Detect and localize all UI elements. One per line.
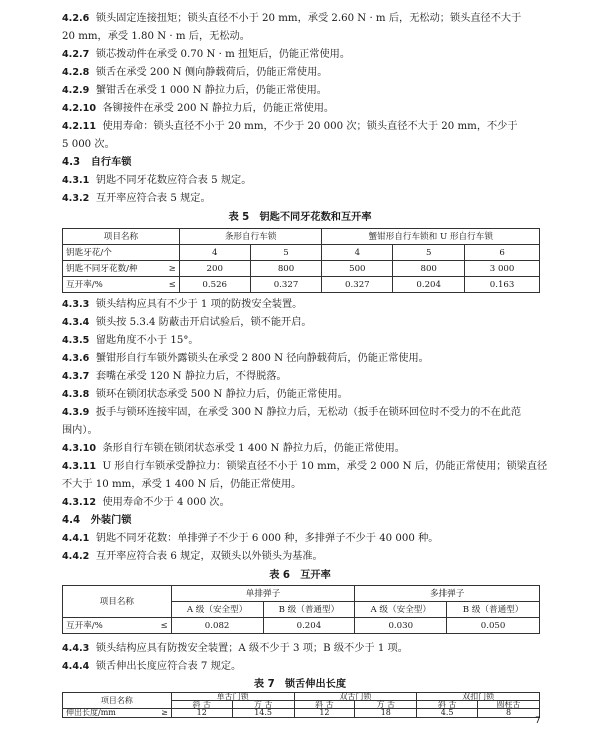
clause-number: 4.4.4 (62, 661, 90, 672)
clause-text: 套嘴在承受 120 N 静拉力后，不得脱落。 (95, 371, 287, 382)
clause-number: 4.3.4 (62, 317, 90, 328)
comparison-sign: ≥ (160, 261, 179, 277)
clause-4-4-2 (62, 550, 562, 563)
table-7 (62, 692, 540, 718)
table-cell: 0.204 (393, 277, 465, 293)
clause-text: 锁头固定连接扭矩；锁头直径不小于 20 mm，承受 2.60 N · m 后，无松动；锁头直径不大于 (95, 13, 522, 24)
clause-4-3-7 (62, 370, 562, 383)
clause-number: 4.3.8 (62, 389, 90, 400)
clause-text: 锁环在锁闭状态承受 500 N 静拉力后，仍能正常使用。 (95, 389, 348, 400)
table-header-group: 双舌门锁 (294, 693, 417, 701)
clause-4-3-9 (62, 406, 562, 419)
clause-text: 钥匙不同牙花数应符合表 5 规定。 (95, 175, 252, 186)
table-header-group: 多排弹子 (355, 586, 540, 602)
clause-continuation: 5 000 次。 (62, 139, 115, 150)
clause-4-3-4 (62, 316, 562, 329)
clause-text: 留匙角度不小于 15°。 (95, 335, 199, 346)
table-header-item: 项目名称 (63, 229, 180, 245)
table-cell: 800 (393, 261, 465, 277)
section-heading-4-4 (62, 514, 131, 527)
clause-number: 4.2.10 (62, 103, 96, 114)
table-row (63, 277, 540, 293)
table-subheader: 斜 舌 (171, 701, 232, 709)
table-cell: 0.082 (171, 618, 263, 634)
table-subheader: 圆柱舌 (478, 701, 540, 709)
clause-number: 4.4.2 (62, 551, 90, 562)
clause-number: 4.3.9 (62, 407, 90, 418)
table-cell: 0.526 (179, 277, 250, 293)
table-cell: 4 (322, 245, 393, 261)
clause-4-3-12 (62, 496, 562, 509)
clause-text: 蟹钳形自行车锁外露锁头在承受 2 800 N 径向静载荷后，仍能正常使用。 (95, 353, 429, 364)
clause-number: 4.3.11 (62, 461, 96, 472)
table-cell: 200 (179, 261, 250, 277)
clause-number: 4.3.2 (62, 193, 90, 204)
clause-text: 锁头结构应具有防拨安全装置；A 级不少于 3 项；B 级不少于 1 项。 (95, 643, 408, 654)
clause-text: 各铆接件在承受 200 N 静拉力后，仍能正常使用。 (102, 103, 335, 114)
table-header-group: 单排弹子 (171, 586, 355, 602)
table-subheader: 斜 舌 (294, 701, 355, 709)
table-7-caption: 表 7 锁舌伸出长度 (253, 679, 347, 690)
clause-4-3-6 (62, 352, 562, 365)
clause-text: 锁头结构应具有不少于 1 项的防拨安全装置。 (95, 299, 303, 310)
clause-text: 锁舌伸出长度应符合表 7 规定。 (95, 661, 242, 672)
clause-4-3-5 (62, 334, 562, 347)
table-cell: 0.327 (322, 277, 393, 293)
row-label: 钥匙牙花/个 (63, 245, 180, 261)
clause-number: 4.3.12 (62, 497, 96, 508)
table-row (63, 245, 540, 261)
clause-text: 条形自行车锁在锁闭状态承受 1 400 N 静拉力后，仍能正常使用。 (102, 443, 405, 454)
table-cell: 6 (465, 245, 540, 261)
clause-number: 4.3.5 (62, 335, 90, 346)
comparison-sign: ≥ (152, 709, 171, 718)
clause-number: 4.3.1 (62, 175, 90, 186)
clause-4-3-8 (62, 388, 562, 401)
table-cell: 5 (250, 245, 322, 261)
clause-text: 扳手与锁环连接牢固，在承受 300 N 静拉力后，无松动（扳手在锁环回位时不受力的不在此范 (95, 407, 522, 418)
comparison-sign: ≤ (160, 277, 179, 293)
table-subheader: A 级（安全型） (171, 602, 263, 618)
clause-continuation: 20 mm，承受 1.80 N · m 后，无松动。 (62, 31, 250, 42)
section-title: 自行车锁 (90, 157, 132, 168)
clause-number: 4.3.10 (62, 443, 96, 454)
clause-text: 锁芯拨动件在承受 0.70 N · m 扭矩后，仍能正常使用。 (95, 49, 351, 60)
clause-4-2-9 (62, 84, 562, 97)
clause-number: 4.4 (62, 515, 81, 526)
table-cell: 18 (355, 709, 417, 718)
table-subheader: 方 舌 (355, 701, 417, 709)
table-cell: 0.163 (465, 277, 540, 293)
clause-number: 4.2.8 (62, 67, 90, 78)
table-5 (62, 228, 540, 293)
clause-4-2-8 (62, 66, 562, 79)
table-header-group: 条形自行车锁 (179, 229, 322, 245)
clause-text: 锁头按 5.3.4 防蔽击开启试验后，锁不能开启。 (95, 317, 312, 328)
clause-4-3-10 (62, 442, 562, 455)
table-cell: 8 (478, 709, 540, 718)
clause-number: 4.3.6 (62, 353, 90, 364)
table-cell: 4 (179, 245, 250, 261)
table-cell: 0.204 (263, 618, 355, 634)
table-row (63, 261, 540, 277)
table-subheader: 方 舌 (232, 701, 294, 709)
table-cell: 12 (294, 709, 355, 718)
table-subheader: B 级（普通型） (263, 602, 355, 618)
table-subheader: B 级（普通型） (447, 602, 540, 618)
table-6 (62, 585, 540, 634)
clause-4-3-2 (62, 192, 562, 205)
section-heading-4-3 (62, 156, 131, 169)
clause-number: 4.2.11 (62, 121, 96, 132)
row-label: 伸出长度/mm (63, 709, 153, 718)
table-subheader: A 级（安全型） (355, 602, 447, 618)
row-label: 互开率/% (63, 618, 153, 634)
table-subheader: 斜 舌 (417, 701, 478, 709)
clause-4-2-7 (62, 48, 562, 61)
clause-4-4-3 (62, 642, 562, 655)
table-header-item: 项目名称 (63, 693, 172, 709)
clause-text: U 形自行车锁承受静拉力：锁梁直径不小于 10 mm，承受 2 000 N 后，仍能正常使用；锁梁直径 (102, 461, 548, 472)
comparison-sign: ≤ (152, 618, 171, 634)
table-header-item: 项目名称 (63, 586, 172, 618)
clause-number: 4.4.3 (62, 643, 90, 654)
clause-text: 互开率应符合表 6 规定，双锁头以外锁头为基准。 (95, 551, 323, 562)
clause-number: 4.3.3 (62, 299, 90, 310)
clause-continuation: 围内）。 (62, 425, 98, 436)
section-title: 外装门锁 (90, 515, 132, 526)
table-cell: 12 (171, 709, 232, 718)
table-cell: 4.5 (417, 709, 478, 718)
table-cell: 0.030 (355, 618, 447, 634)
table-header-group: 蟹钳形自行车锁和 U 形自行车锁 (322, 229, 540, 245)
clause-text: 钥匙不同牙花数：单排弹子不少于 6 000 种，多排弹子不少于 40 000 种。 (95, 533, 439, 544)
table-cell: 0.327 (250, 277, 322, 293)
table-cell: 500 (322, 261, 393, 277)
clause-number: 4.2.7 (62, 49, 90, 60)
clause-4-2-6 (62, 12, 562, 25)
clause-text: 使用寿命不少于 4 000 次。 (102, 497, 230, 508)
clause-text: 锁舌在承受 200 N 侧向静载荷后，仍能正常使用。 (95, 67, 328, 78)
clause-4-2-11 (62, 120, 562, 133)
row-label: 互开率/% (63, 277, 161, 293)
table-cell: 5 (393, 245, 465, 261)
page-number: 7 (535, 716, 541, 726)
clause-4-2-10 (62, 102, 562, 115)
table-header-group: 双扣门锁 (417, 693, 540, 701)
clause-4-4-1 (62, 532, 562, 545)
table-cell: 0.050 (447, 618, 540, 634)
clause-4-3-11 (62, 460, 562, 473)
clause-number: 4.3 (62, 157, 81, 168)
clause-4-3-1 (62, 174, 562, 187)
table-cell: 14.5 (232, 709, 294, 718)
clause-number: 4.2.9 (62, 85, 90, 96)
clause-number: 4.3.7 (62, 371, 90, 382)
clause-number: 4.4.1 (62, 533, 90, 544)
clause-continuation: 不大于 10 mm，承受 1 400 N 后，仍能正常使用。 (62, 479, 302, 490)
table-header-group: 单舌门锁 (171, 693, 294, 701)
clause-number: 4.2.6 (62, 13, 90, 24)
table-row (63, 618, 540, 634)
row-label: 钥匙不同牙花数/种 (63, 261, 161, 277)
table-cell: 3 000 (465, 261, 540, 277)
clause-text: 蟹钳舌在承受 1 000 N 静拉力后，仍能正常使用。 (95, 85, 327, 96)
table-6-caption: 表 6 互开率 (269, 570, 331, 581)
table-5-caption: 表 5 钥匙不同牙花数和互开率 (228, 212, 372, 223)
clause-text: 使用寿命：锁头直径不小于 20 mm，不少于 20 000 次；锁头直径不大于 20 mm，不少于 (102, 121, 518, 132)
table-row (63, 709, 540, 718)
clause-text: 互开率应符合表 5 规定。 (95, 193, 211, 204)
clause-4-4-4 (62, 660, 562, 673)
clause-4-3-3 (62, 298, 562, 311)
table-cell: 800 (250, 261, 322, 277)
